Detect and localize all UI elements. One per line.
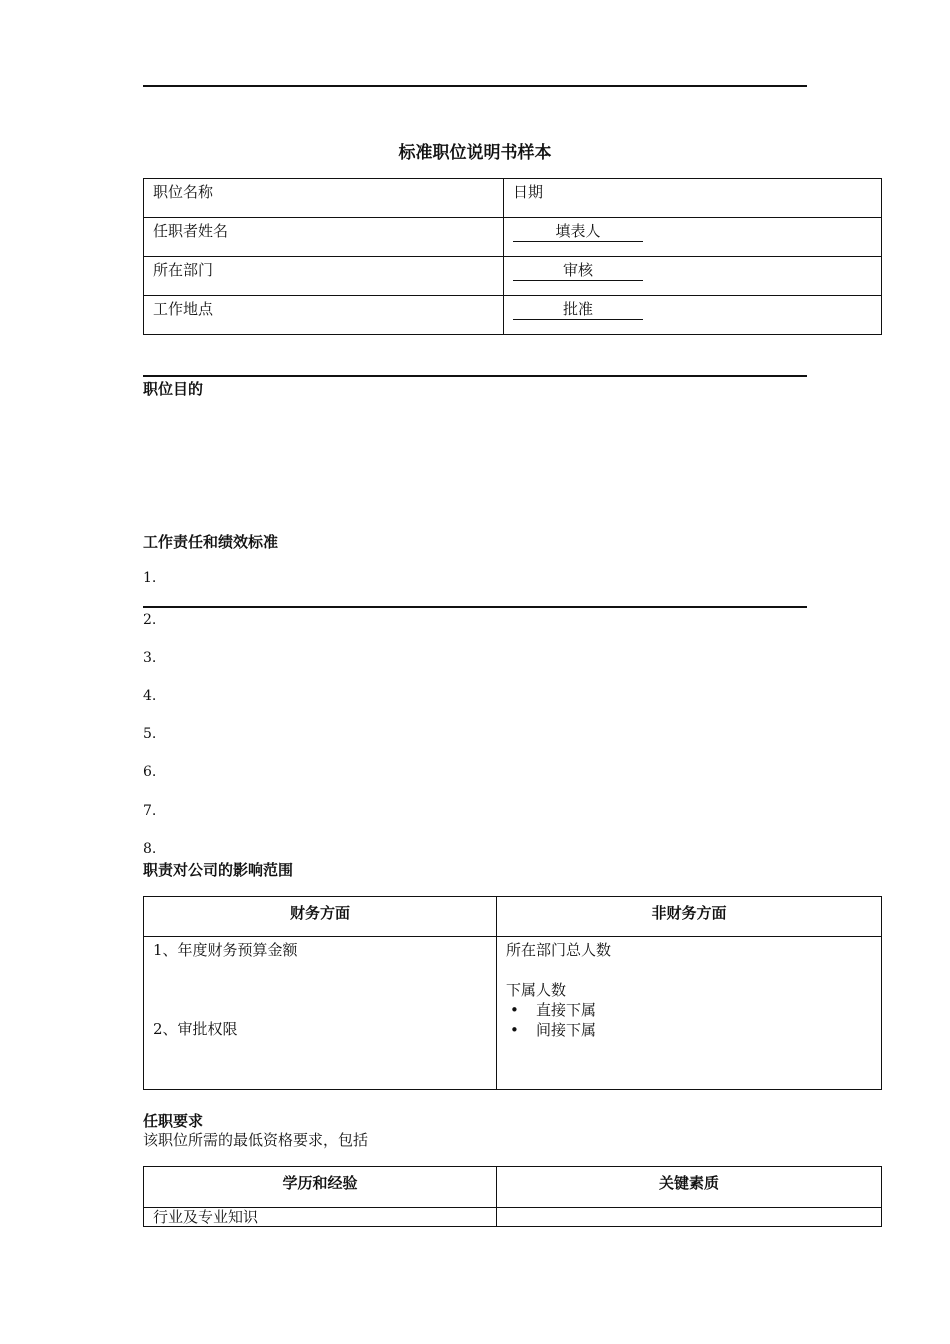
direct-subordinates-item: • 直接下属 [536, 1000, 872, 1020]
subordinates-label: 下属人数 [506, 981, 567, 999]
nonfinancial-header: 非财务方面 [497, 897, 882, 937]
filled-by-label: 填表人 [513, 220, 643, 242]
table-row [144, 179, 882, 218]
nonfinancial-cell [497, 937, 882, 1090]
duty-item: 1. [143, 570, 157, 586]
indirect-subordinates-item: • 间接下属 [536, 1020, 872, 1040]
table-row [144, 937, 882, 1090]
incumbent-name-label: 任职者姓名 [153, 222, 229, 240]
table-row [144, 897, 882, 937]
duty-item: 5. [143, 726, 157, 742]
industry-knowledge-cell [144, 1208, 497, 1227]
impact-heading: 职责对公司的影响范围 [143, 861, 294, 879]
department-label: 所在部门 [153, 261, 214, 279]
duty-item: 6. [143, 764, 157, 780]
duties-heading: 工作责任和绩效标准 [143, 533, 279, 551]
requirements-heading: 任职要求 [143, 1112, 204, 1130]
position-name-label: 职位名称 [153, 183, 214, 201]
department-label-cell [144, 257, 504, 296]
position-name-label-cell [144, 179, 504, 218]
financial-item-approval: 2、审批权限 [153, 1020, 238, 1038]
date-label: 日期 [513, 183, 544, 201]
top-rule [143, 85, 807, 87]
filled-by-cell [504, 218, 882, 257]
duty-item: 7. [143, 803, 157, 819]
review-cell [504, 257, 882, 296]
industry-knowledge-label: 行业及专业知识 [153, 1208, 259, 1226]
purpose-rule [143, 375, 807, 377]
table-row [144, 218, 882, 257]
incumbent-name-label-cell [144, 218, 504, 257]
requirements-table [143, 1166, 882, 1227]
approval-label: 批准 [513, 298, 643, 320]
work-location-label-cell [144, 296, 504, 335]
table-row [144, 257, 882, 296]
impact-table [143, 896, 882, 1090]
dept-total-label: 所在部门总人数 [506, 941, 612, 959]
education-header: 学历和经验 [144, 1167, 497, 1208]
qualities-cell [497, 1208, 882, 1227]
duty-item: 8. [143, 841, 157, 857]
duties-rule [143, 606, 807, 608]
table-row [144, 296, 882, 335]
work-location-label: 工作地点 [153, 300, 214, 318]
financial-item-budget: 1、年度财务预算金额 [153, 941, 298, 959]
table-row [144, 1208, 882, 1227]
purpose-heading: 职位目的 [143, 380, 204, 398]
page-title: 标准职位说明书样本 [398, 143, 552, 163]
subordinates-list [506, 1000, 872, 1040]
approval-cell [504, 296, 882, 335]
financial-header: 财务方面 [144, 897, 497, 937]
qualities-header: 关键素质 [497, 1167, 882, 1208]
info-table [143, 178, 882, 335]
review-label: 审核 [513, 259, 643, 281]
duty-item: 4. [143, 688, 157, 704]
financial-cell [144, 937, 497, 1090]
requirements-intro: 该职位所需的最低资格要求，包括 [143, 1131, 369, 1149]
date-cell [504, 179, 882, 218]
duty-item: 2. [143, 612, 157, 628]
duty-item: 3. [143, 650, 157, 666]
table-row [144, 1167, 882, 1208]
